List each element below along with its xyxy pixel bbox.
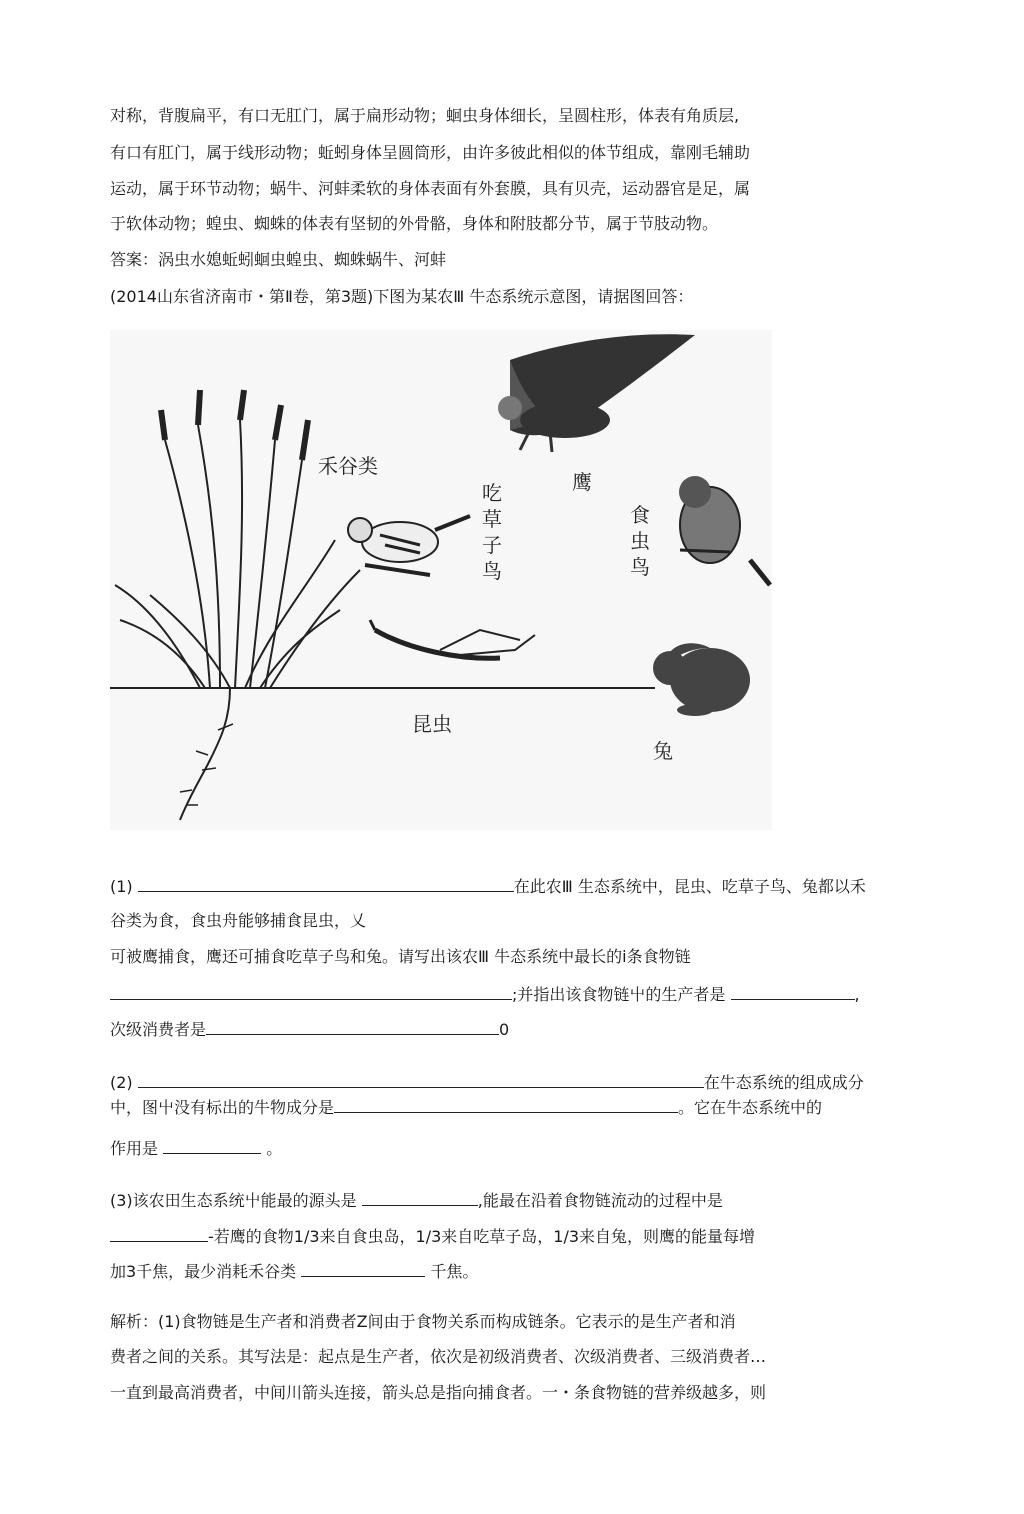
q1-line-2: 谷类为食，食虫舟能够捕食昆虫，乂 — [110, 911, 367, 930]
q3-line-1-tail: ,能最在沿着食物链流动的过程中是 — [477, 1191, 723, 1210]
q3-line-3-tail: 千焦。 — [430, 1262, 479, 1281]
q1-line-1 — [110, 875, 866, 897]
missing-component-blank[interactable] — [334, 1096, 678, 1113]
question-header: (2014山东省济南市・第Ⅱ卷，第3题)下图为某农Ⅲ 牛态系统示意图，请据图回答： — [110, 287, 694, 306]
eagle-label: 鹰 — [572, 470, 592, 494]
q3-line-1 — [110, 1189, 723, 1211]
role-blank[interactable] — [163, 1137, 261, 1154]
answer-line: 答案：涡虫水媳蚯蚓蛔虫蝗虫、蜘蛛蜗牛、河蚌 — [110, 250, 447, 269]
q2-line-2-head: 中，图屮没有标出的牛物成分是 — [110, 1098, 335, 1117]
grain-consumption-blank[interactable] — [301, 1260, 425, 1277]
q1-number: (1) — [110, 877, 133, 896]
q2-line-1 — [110, 1071, 864, 1093]
intro-line-3: 运动，属于环节动物；蜗牛、河蚌柔软的身体表面有外套膜，具有贝壳，运动器官是足，属 — [110, 179, 751, 198]
q1-blank-1[interactable] — [138, 875, 514, 892]
analysis-line-1: 解析：(1)食物链是生产者和消费者Z间由于食物关系而构成链条。它表示的是生产者和消 — [110, 1312, 736, 1331]
q3-line-2-tail: -若鹰的食物1/3来自食虫岛，1/3来自吃草子岛，1/3来自兔，则鹰的能量每增 — [208, 1227, 756, 1246]
q2-line-2-tail: 。它在牛态系统中的 — [678, 1098, 823, 1117]
rabbit-label: 兔 — [653, 739, 673, 763]
energy-flow-blank[interactable] — [110, 1225, 208, 1242]
q1-line-4 — [110, 983, 860, 1005]
rabbit-drawing — [653, 643, 750, 716]
insect-drawing — [370, 620, 535, 658]
q1-line-4-end: , — [854, 985, 860, 1004]
q1-line-1-text: 在此农Ⅲ 生态系统中，昆虫、吃草子鸟、兔都以禾 — [513, 877, 866, 896]
q3-line-3 — [110, 1260, 478, 1282]
q1-line-4-text: ;并指出该食物链屮的生产者是 — [512, 985, 726, 1004]
intro-line-1: 对称，背腹扁平，有口无肛门，属于扁形动物；蛔虫身体细长，呈圆柱形，体表有角质层, — [110, 106, 740, 125]
q3-line-2 — [110, 1225, 755, 1247]
q2-number: (2) — [110, 1073, 133, 1092]
q2-line-1-text: 在牛态系统的组成成分 — [703, 1073, 864, 1092]
insect-bird-label: 食虫鸟 — [630, 503, 650, 579]
seed-bird-drawing — [348, 516, 470, 575]
intro-line-2: 有口有肛门，属于线形动物；蚯蚓身体呈圆筒形，由许多彼此相似的体节组成，靠刚毛辅助 — [110, 143, 751, 162]
q1-line-3: 可被鹰捕食，鹰还可捕食吃草子鸟和兔。请写出该农Ⅲ 牛态系统中最长的ⅰ条食物链 — [110, 947, 691, 966]
q2-line-2 — [110, 1096, 822, 1118]
analysis-line-2: 费者之间的关系。其写法是：起点是生产者，依次是初级消费者、次级消费者、三级消费者… — [110, 1347, 767, 1366]
insect-label: 昆虫 — [412, 712, 452, 736]
seed-bird-label: 吃草子鸟 — [482, 481, 502, 583]
q1-line-5-text: 次级消费者是 — [110, 1020, 207, 1039]
q3-line-3-head: 加3千焦，最少消耗禾谷类 — [110, 1262, 297, 1281]
q2-line-3 — [110, 1137, 282, 1159]
grain-label: 禾谷类 — [318, 454, 378, 478]
intro-line-4: 于软体动物；蝗虫、蜘蛛的体表有坚韧的外骨骼，身体和附肢都分节，属于节肢动物。 — [110, 214, 719, 233]
q2-line-3-head: 作用是 — [110, 1139, 159, 1158]
producer-blank[interactable] — [731, 983, 855, 1000]
eagle-drawing — [498, 334, 695, 452]
q2-blank-1[interactable] — [138, 1071, 704, 1088]
q3-line-1-head: (3)该农田生态系统屮能最的源头是 — [110, 1191, 357, 1210]
analysis-line-3: 一直到最高消费者，中间川箭头连接，箭头总是指向捕食者。一・条食物链的营养级越多，则 — [110, 1383, 767, 1402]
food-chain-blank[interactable] — [110, 983, 512, 1000]
ecosystem-figure — [110, 330, 772, 830]
energy-source-blank[interactable] — [362, 1189, 478, 1206]
q1-line-5-end: 0 — [499, 1020, 510, 1039]
q1-line-5 — [110, 1018, 509, 1040]
q2-line-3-tail: 。 — [266, 1139, 283, 1158]
secondary-consumer-blank[interactable] — [206, 1018, 499, 1035]
insect-bird-drawing — [679, 476, 770, 585]
